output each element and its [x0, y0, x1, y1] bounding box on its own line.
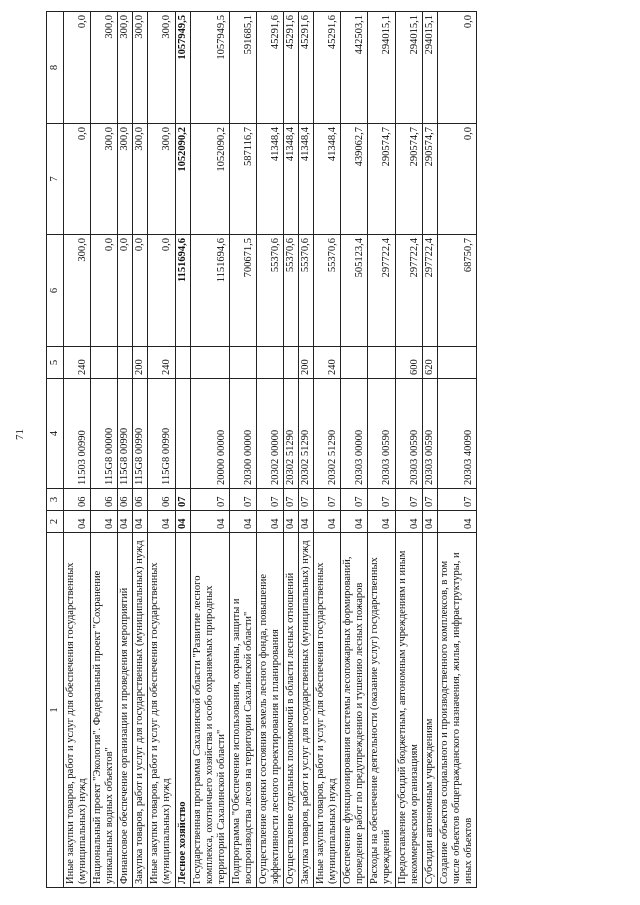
target-article-code: 20300 00000	[229, 379, 256, 489]
target-article-code: 20303 00590	[422, 379, 437, 489]
table-row	[190, 12, 229, 888]
amount-col6: 0,0	[133, 235, 148, 347]
amount-col6: 55370,6	[284, 235, 299, 347]
table-row	[133, 12, 148, 888]
section-code: 04	[229, 511, 256, 533]
subsection-code: 06	[133, 489, 148, 511]
subsection-code: 07	[314, 489, 341, 511]
target-article-code: 115G8 00990	[118, 379, 133, 489]
target-article-code: 11503 00990	[64, 379, 91, 489]
expense-type-code: 600	[395, 347, 422, 379]
amount-col8: 300,0	[148, 12, 175, 124]
amount-col7: 41348,4	[284, 124, 299, 235]
column-header: 4	[47, 379, 64, 489]
amount-col7: 290574,7	[368, 124, 395, 235]
amount-col6: 297722,4	[368, 235, 395, 347]
table-row	[118, 12, 133, 888]
row-name: Иные закупки товаров, работ и услуг для обеспечения государственных (муниципальных) нужд	[314, 533, 341, 888]
section-code: 04	[190, 511, 229, 533]
amount-col8: 45291,6	[256, 12, 283, 124]
expense-type-code: 240	[148, 347, 175, 379]
target-article-code: 20000 00000	[190, 379, 229, 489]
target-article-code: 115G8 00990	[148, 379, 175, 489]
target-article-code	[175, 379, 190, 489]
section-code: 04	[118, 511, 133, 533]
table-row	[437, 12, 476, 888]
expense-type-code	[229, 347, 256, 379]
amount-col7: 290574,7	[422, 124, 437, 235]
table-row	[395, 12, 422, 888]
target-article-code: 20302 51290	[299, 379, 314, 489]
amount-col8: 300,0	[133, 12, 148, 124]
amount-col7: 41348,4	[256, 124, 283, 235]
expense-type-code	[175, 347, 190, 379]
expense-type-code	[341, 347, 368, 379]
row-name: Государственная программа Сахалинской области "Развитие лесного комплекса, охотничьего хозяйства и особо охраняемых природных территорий Сахалинской области"	[190, 533, 229, 888]
amount-col6: 55370,6	[314, 235, 341, 347]
table-row	[256, 12, 283, 888]
subsection-code: 07	[368, 489, 395, 511]
amount-col8: 294015,1	[422, 12, 437, 124]
subsection-code: 06	[64, 489, 91, 511]
target-article-code: 20302 00000	[256, 379, 283, 489]
subsection-code: 06	[91, 489, 118, 511]
row-name: Национальный проект "Экология". Федеральный проект "Сохранение уникальных водных объектов"	[91, 533, 118, 888]
section-code: 04	[256, 511, 283, 533]
expense-type-code: 240	[64, 347, 91, 379]
budget-table	[46, 11, 477, 888]
row-name: Предоставление субсидий бюджетным, автономным учреждениям и иным некоммерческим организациям	[395, 533, 422, 888]
expense-type-code: 200	[299, 347, 314, 379]
subsection-code: 07	[256, 489, 283, 511]
amount-col6: 505123,4	[341, 235, 368, 347]
table-row	[284, 12, 299, 888]
section-code: 04	[284, 511, 299, 533]
column-header: 7	[47, 124, 64, 235]
expense-type-code: 620	[422, 347, 437, 379]
section-code: 04	[133, 511, 148, 533]
subsection-code: 07	[395, 489, 422, 511]
target-article-code: 20302 51290	[284, 379, 299, 489]
amount-col6: 68750,7	[437, 235, 476, 347]
row-name: Финансовое обеспечение организации и проведения мероприятий	[118, 533, 133, 888]
expense-type-code	[118, 347, 133, 379]
table-row	[314, 12, 341, 888]
subsection-code: 07	[284, 489, 299, 511]
row-name: Осуществление отдельных полномочий в области лесных отношений	[284, 533, 299, 888]
table-row	[148, 12, 175, 888]
expense-type-code	[437, 347, 476, 379]
amount-col8: 0,0	[64, 12, 91, 124]
table-row	[64, 12, 91, 888]
section-code: 04	[422, 511, 437, 533]
amount-col6: 300,0	[64, 235, 91, 347]
column-header: 6	[47, 235, 64, 347]
subsection-code: 07	[175, 489, 190, 511]
section-code: 04	[368, 511, 395, 533]
section-code: 04	[91, 511, 118, 533]
amount-col6: 297722,4	[395, 235, 422, 347]
amount-col8: 45291,6	[314, 12, 341, 124]
amount-col7: 41348,4	[314, 124, 341, 235]
expense-type-code	[284, 347, 299, 379]
section-code: 04	[395, 511, 422, 533]
amount-col8: 294015,1	[368, 12, 395, 124]
section-code: 04	[148, 511, 175, 533]
target-article-code: 115G8 00000	[91, 379, 118, 489]
row-name: Субсидии автономным учреждениям	[422, 533, 437, 888]
amount-col8: 1057949,5	[190, 12, 229, 124]
target-article-code: 20303 00000	[341, 379, 368, 489]
amount-col8: 442503,1	[341, 12, 368, 124]
amount-col8: 1057949,5	[175, 12, 190, 124]
amount-col6: 0,0	[91, 235, 118, 347]
column-header: 2	[47, 511, 64, 533]
amount-col7: 300,0	[118, 124, 133, 235]
column-header: 3	[47, 489, 64, 511]
amount-col6: 55370,6	[299, 235, 314, 347]
expense-type-code: 240	[314, 347, 341, 379]
row-name: Иные закупки товаров, работ и услуг для обеспечения государственных (муниципальных) нужд	[148, 533, 175, 888]
amount-col6: 0,0	[118, 235, 133, 347]
rotated-table-wrapper	[46, 12, 477, 888]
expense-type-code	[256, 347, 283, 379]
amount-col8: 0,0	[437, 12, 476, 124]
amount-col8: 300,0	[118, 12, 133, 124]
expense-type-code	[91, 347, 118, 379]
amount-col7: 0,0	[64, 124, 91, 235]
column-header: 8	[47, 12, 64, 124]
subsection-code: 07	[299, 489, 314, 511]
amount-col7: 1052090,2	[190, 124, 229, 235]
row-name: Лесное хозяйство	[175, 533, 190, 888]
subsection-code: 07	[341, 489, 368, 511]
section-code: 04	[64, 511, 91, 533]
amount-col8: 45291,6	[299, 12, 314, 124]
amount-col7: 439062,7	[341, 124, 368, 235]
subsection-code: 07	[437, 489, 476, 511]
target-article-code: 20303 40090	[437, 379, 476, 489]
table-row	[368, 12, 395, 888]
row-name: Обеспечение функционирования системы лесопожарных формирований, проведение работ по предупреждению и тушению лесных пожаров	[341, 533, 368, 888]
amount-col6: 0,0	[148, 235, 175, 347]
amount-col7: 1052090,2	[175, 124, 190, 235]
amount-col6: 1151694,6	[190, 235, 229, 347]
row-name: Иные закупки товаров, работ и услуг для обеспечения государственных (муниципальных) нужд	[64, 533, 91, 888]
expense-type-code: 200	[133, 347, 148, 379]
amount-col7: 300,0	[133, 124, 148, 235]
section-code: 04	[314, 511, 341, 533]
table-row	[91, 12, 118, 888]
row-name: Закупка товаров, работ и услуг для государственных (муниципальных) нужд	[299, 533, 314, 888]
amount-col7: 587116,7	[229, 124, 256, 235]
amount-col7: 300,0	[148, 124, 175, 235]
subsection-code: 07	[190, 489, 229, 511]
row-name: Создание объектов социального и производственного комплексов, в том числе объектов общегражданского назначения, жилья, инфраструктуры, и иных объектов	[437, 533, 476, 888]
subsection-code: 06	[148, 489, 175, 511]
table-row	[229, 12, 256, 888]
subsection-code: 07	[229, 489, 256, 511]
page-number: 71	[14, 429, 26, 440]
section-code: 04	[437, 511, 476, 533]
amount-col6: 55370,6	[256, 235, 283, 347]
amount-col7: 0,0	[437, 124, 476, 235]
amount-col8: 294015,1	[395, 12, 422, 124]
amount-col7: 290574,7	[395, 124, 422, 235]
subsection-code: 07	[422, 489, 437, 511]
section-code: 04	[341, 511, 368, 533]
expense-type-code	[190, 347, 229, 379]
column-header: 1	[47, 533, 64, 888]
target-article-code: 20302 51290	[314, 379, 341, 489]
target-article-code: 20303 00590	[395, 379, 422, 489]
amount-col8: 591685,1	[229, 12, 256, 124]
amount-col6: 297722,4	[422, 235, 437, 347]
subsection-code: 06	[118, 489, 133, 511]
row-name: Закупка товаров, работ и услуг для государственных (муниципальных) нужд	[133, 533, 148, 888]
table-row	[341, 12, 368, 888]
section-code: 04	[175, 511, 190, 533]
table-row	[175, 12, 190, 888]
row-name: Подпрограмма "Обеспечение использования, охраны, защиты и воспроизводства лесов на территории Сахалинской области"	[229, 533, 256, 888]
section-code: 04	[299, 511, 314, 533]
row-name: Осуществление оценки состояния земель лесного фонда, повышение эффективности лесного проектирования и планирования	[256, 533, 283, 888]
amount-col7: 41348,4	[299, 124, 314, 235]
table-row	[299, 12, 314, 888]
amount-col7: 300,0	[91, 124, 118, 235]
target-article-code: 115G8 00990	[133, 379, 148, 489]
amount-col6: 1151694,6	[175, 235, 190, 347]
amount-col8: 300,0	[91, 12, 118, 124]
header-row	[47, 12, 64, 888]
expense-type-code	[368, 347, 395, 379]
amount-col6: 700671,5	[229, 235, 256, 347]
row-name: Расходы на обеспечение деятельности (оказание услуг) государственных учреждений	[368, 533, 395, 888]
target-article-code: 20303 00590	[368, 379, 395, 489]
amount-col8: 45291,6	[284, 12, 299, 124]
table-row	[422, 12, 437, 888]
column-header: 5	[47, 347, 64, 379]
